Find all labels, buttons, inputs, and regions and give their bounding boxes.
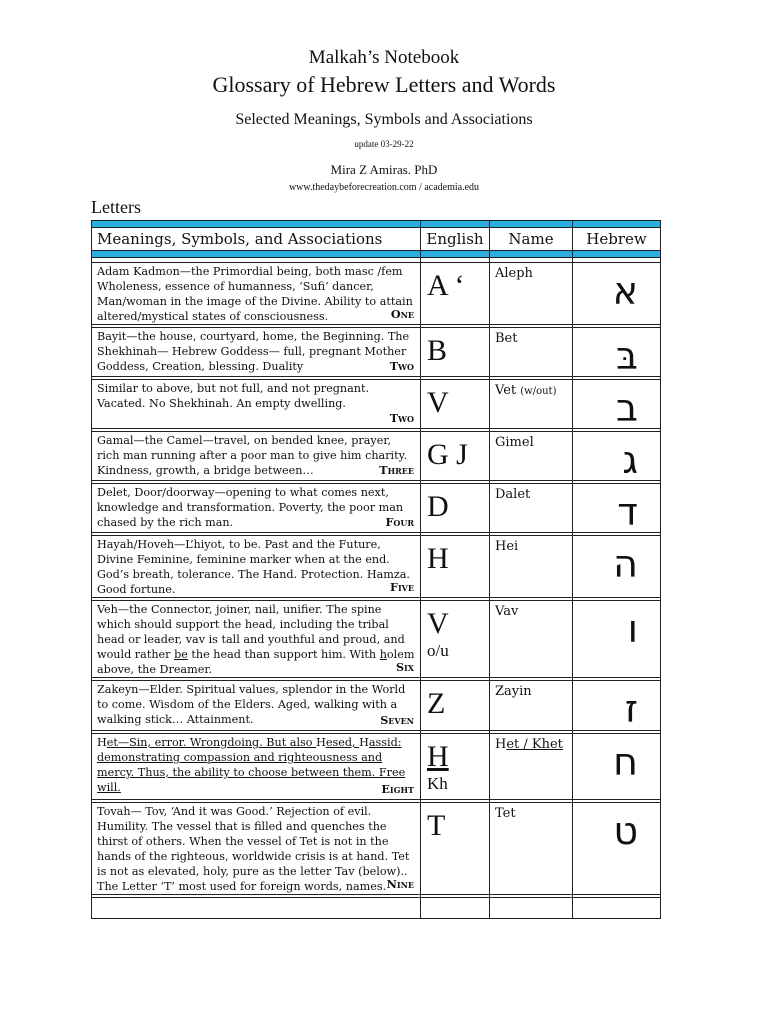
- number-label: Two: [389, 411, 414, 425]
- subtitle: Selected Meanings, Symbols and Associations: [235, 111, 533, 128]
- table-row: [92, 328, 661, 377]
- meaning-text: Veh—the Connector, joiner, nail, unifier. The spine which should support the head, including the tribal head or leader, vav is tall and youthful and proud, and would rather be the head than support him. With holem above, the Dreamer.: [97, 603, 415, 676]
- website-links[interactable]: www.thedaybeforecreation.com / academia.edu: [288, 182, 480, 193]
- letters-table: [91, 220, 661, 919]
- english-letter: B: [421, 328, 490, 377]
- number-label: Three: [379, 463, 414, 477]
- letter-name-note: (w/out): [520, 386, 557, 397]
- table-row: [92, 380, 661, 429]
- english-letter: D: [421, 484, 490, 533]
- english-letter: H Kh: [421, 734, 490, 800]
- letter-name: Bet: [490, 328, 573, 377]
- letter-name: Aleph: [490, 263, 573, 325]
- meaning-cell: [92, 601, 421, 678]
- letter-name: Vav: [490, 601, 573, 678]
- column-header-meanings: Meanings, Symbols, and Associations: [92, 228, 421, 251]
- meaning-text: Similar to above, but not full, and not pregnant. Vacated. No Shekhinah. An empty dwelling.: [97, 382, 370, 410]
- meaning-cell: [92, 484, 421, 533]
- meaning-text: Delet, Door/doorway—opening to what comes next, knowledge and transformation. Poverty, the poor man chased by the rich man.: [97, 486, 404, 529]
- english-letter: T: [421, 803, 490, 895]
- letter-name: Vet (w/out): [490, 380, 573, 429]
- column-header-english: English: [421, 228, 490, 251]
- table-row: [92, 263, 661, 325]
- hebrew-letter: ג: [573, 432, 661, 481]
- number-label: Six: [395, 660, 414, 674]
- english-alt: o/u: [427, 641, 449, 660]
- number-label: Four: [385, 515, 414, 529]
- meaning-text: Zakeyn—Elder. Spiritual values, splendor in the World to come. Wisdom of the Elders. Aged, walking with a walking stick… Attainment.: [97, 683, 406, 726]
- table-row: [92, 734, 661, 800]
- letter-name: Hei: [490, 536, 573, 598]
- table-row: [92, 601, 661, 678]
- english-alt: Kh: [427, 774, 448, 793]
- update-date: update 03-29-22: [354, 139, 414, 149]
- number-label: Two: [389, 359, 414, 373]
- english-letter: Z: [421, 681, 490, 731]
- hebrew-letter: ד: [573, 484, 661, 533]
- hebrew-letter: ח: [573, 734, 661, 800]
- number-label: Seven: [380, 713, 414, 727]
- table-row: [92, 484, 661, 533]
- meaning-text: Hayah/Hoveh—L’hiyot, to be. Past and the Future, Divine Feminine, feminine marker when at the end. God’s breath, tolerance. The Hand. Protection. Hamza. Good fortune.: [97, 538, 410, 596]
- meaning-cell: [92, 536, 421, 598]
- meaning-cell: [92, 328, 421, 377]
- table-row: [92, 432, 661, 481]
- hebrew-letter: ו: [573, 601, 661, 678]
- meaning-cell: [92, 803, 421, 895]
- hebrew-letter: ב: [573, 380, 661, 429]
- english-letter: G J: [421, 432, 490, 481]
- meaning-text: Bayit—the house, courtyard, home, the Beginning. The Shekhinah— Hebrew Goddess— full, pregnant Mother Goddess, Creation, blessing. Duality: [97, 330, 410, 373]
- letter-name: Zayin: [490, 681, 573, 731]
- meaning-text: Adam Kadmon—the Primordial being, both masc /fem Wholeness, essence of humanness, ‘Sufi’ dancer, Man/woman in the image of the Divine. Ability to attain altered/mystical states of consciousness.: [97, 265, 413, 323]
- column-header-name: Name: [490, 228, 573, 251]
- meaning-text: Het—Sin, error. Wrongdoing. But also Hesed, Hassid: demonstrating compassion and righteousness and mercy. Thus, the ability to choose between them. Free will.: [97, 736, 406, 794]
- table-header-row: [92, 228, 661, 251]
- letter-name: Tet: [490, 803, 573, 895]
- section-heading-letters: Letters: [91, 197, 141, 217]
- hebrew-letter: ה: [573, 536, 661, 598]
- english-letter: V o/u: [421, 601, 490, 678]
- hebrew-letter: ז: [573, 681, 661, 731]
- number-label: One: [390, 307, 414, 321]
- letter-name: Gimel: [490, 432, 573, 481]
- meaning-text: Gamal—the Camel—travel, on bended knee, prayer, rich man running after a poor man to give him charity. Kindness, growth, a bridge between…: [97, 434, 408, 477]
- hebrew-letter: א: [573, 263, 661, 325]
- hebrew-letter: ט: [573, 803, 661, 895]
- table-row: [92, 803, 661, 895]
- number-label: Eight: [381, 782, 414, 796]
- blue-rule-top: [92, 221, 661, 228]
- empty-row: [92, 898, 661, 919]
- english-letter: H: [421, 536, 490, 598]
- hebrew-letter: בּ: [573, 328, 661, 377]
- number-label: Five: [390, 580, 414, 594]
- english-letter: A ‘: [421, 263, 490, 325]
- blue-rule-bottom: [92, 251, 661, 258]
- meaning-text: Tovah— Tov, ‘And it was Good.’ Rejection of evil. Humility. The vessel that is filled and quenches the thirst of others. When the vessel of Tet is not in the hands of the righteous, worldwide crisis is at hand. Tet is not as elevated, holy, pure as the letter Tav (below).. The Letter ‘T’ most used for foreign words, names.: [97, 805, 410, 893]
- meaning-cell: [92, 681, 421, 731]
- english-letter: V: [421, 380, 490, 429]
- author-name: Mira Z Amiras. PhD: [330, 162, 438, 177]
- meaning-cell: [92, 734, 421, 800]
- letter-name: Dalet: [490, 484, 573, 533]
- meaning-cell: [92, 432, 421, 481]
- table-row: [92, 536, 661, 598]
- column-header-hebrew: Hebrew: [573, 228, 661, 251]
- meaning-cell: [92, 380, 421, 429]
- meaning-cell: [92, 263, 421, 325]
- letter-name: Het / Khet: [490, 734, 573, 800]
- number-label: Nine: [386, 877, 414, 891]
- page-title: Glossary of Hebrew Letters and Words: [212, 72, 556, 97]
- table-row: [92, 681, 661, 731]
- notebook-title: Malkah’s Notebook: [308, 47, 460, 68]
